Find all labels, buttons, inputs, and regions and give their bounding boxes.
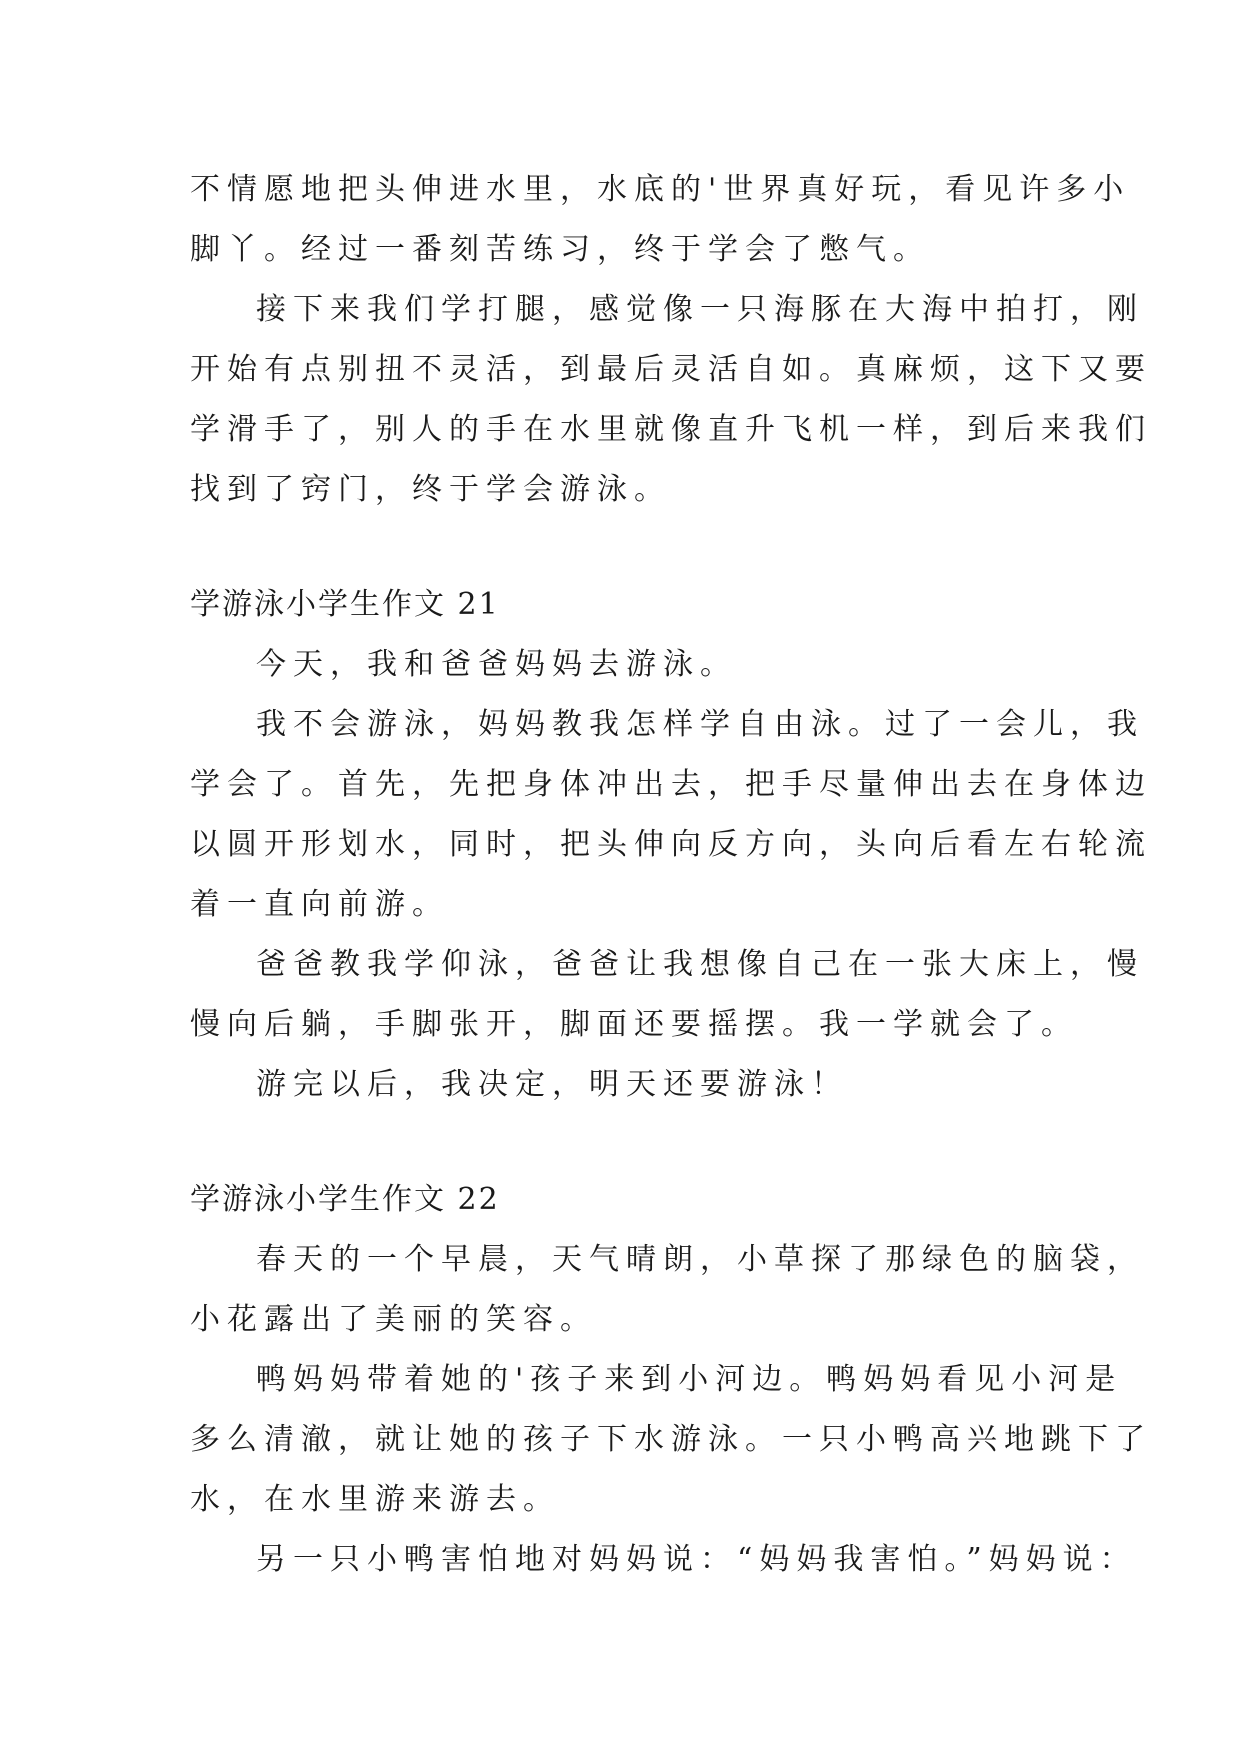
paragraph xyxy=(190,1530,1137,1590)
text-line: 着一直向前游。 xyxy=(190,887,449,922)
text-line: 学滑手了，别人的手在水里就像直升飞机一样，到后来我们 xyxy=(190,412,1152,447)
paragraph xyxy=(190,1055,1050,1115)
paragraph xyxy=(190,695,1152,935)
text-line: 小花露出了美丽的笑容。 xyxy=(190,1302,597,1337)
text-line: 找到了窍门，终于学会游泳。 xyxy=(190,472,671,507)
essay-22-title: 学游泳小学生作文 22 xyxy=(190,1182,500,1217)
text-line: 多么清澈，就让她的孩子下水游泳。一只小鸭高兴地跳下了 xyxy=(190,1422,1152,1457)
text-line: 游完以后，我决定，明天还要游泳！ xyxy=(256,1067,848,1102)
paragraph xyxy=(190,635,1050,695)
document-page xyxy=(190,160,1152,1590)
paragraph xyxy=(190,1230,1144,1350)
text-line: 鸭妈妈带着她的'孩子来到小河边。鸭妈妈看见小河是 xyxy=(256,1362,1123,1397)
text-line: 慢向后躺，手脚张开，脚面还要摇摆。我一学就会了。 xyxy=(190,1007,1078,1042)
text-line: 接下来我们学打腿，感觉像一只海豚在大海中拍打，刚 xyxy=(256,292,1144,327)
text-line: 春天的一个早晨，天气晴朗，小草探了那绿色的脑袋， xyxy=(256,1242,1144,1277)
paragraph xyxy=(190,935,1144,1055)
paragraph xyxy=(190,160,1131,280)
text-line: 今天，我和爸爸妈妈去游泳。 xyxy=(256,647,737,682)
text-line: 脚丫。经过一番刻苦练习，终于学会了憋气。 xyxy=(190,232,930,267)
essay-21-title: 学游泳小学生作文 21 xyxy=(190,587,500,622)
text-line: 不情愿地把头伸进水里，水底的'世界真好玩，看见许多小 xyxy=(190,172,1131,207)
text-line: 爸爸教我学仰泳，爸爸让我想像自己在一张大床上，慢 xyxy=(256,947,1144,982)
text-line: 我不会游泳，妈妈教我怎样学自由泳。过了一会儿，我 xyxy=(256,707,1144,742)
text-line: 水，在水里游来游去。 xyxy=(190,1482,560,1517)
paragraph xyxy=(190,1350,1152,1530)
text-line: 以圆开形划水，同时，把头伸向反方向，头向后看左右轮流 xyxy=(190,827,1152,862)
section-gap xyxy=(190,520,1050,575)
section-gap xyxy=(190,1115,1050,1170)
paragraph xyxy=(190,280,1152,520)
text-line: 开始有点别扭不灵活，到最后灵活自如。真麻烦，这下又要 xyxy=(190,352,1152,387)
text-line: 另一只小鸭害怕地对妈妈说：“妈妈我害怕。”妈妈说： xyxy=(256,1542,1137,1577)
text-line: 学会了。首先，先把身体冲出去，把手尽量伸出去在身体边 xyxy=(190,767,1152,802)
